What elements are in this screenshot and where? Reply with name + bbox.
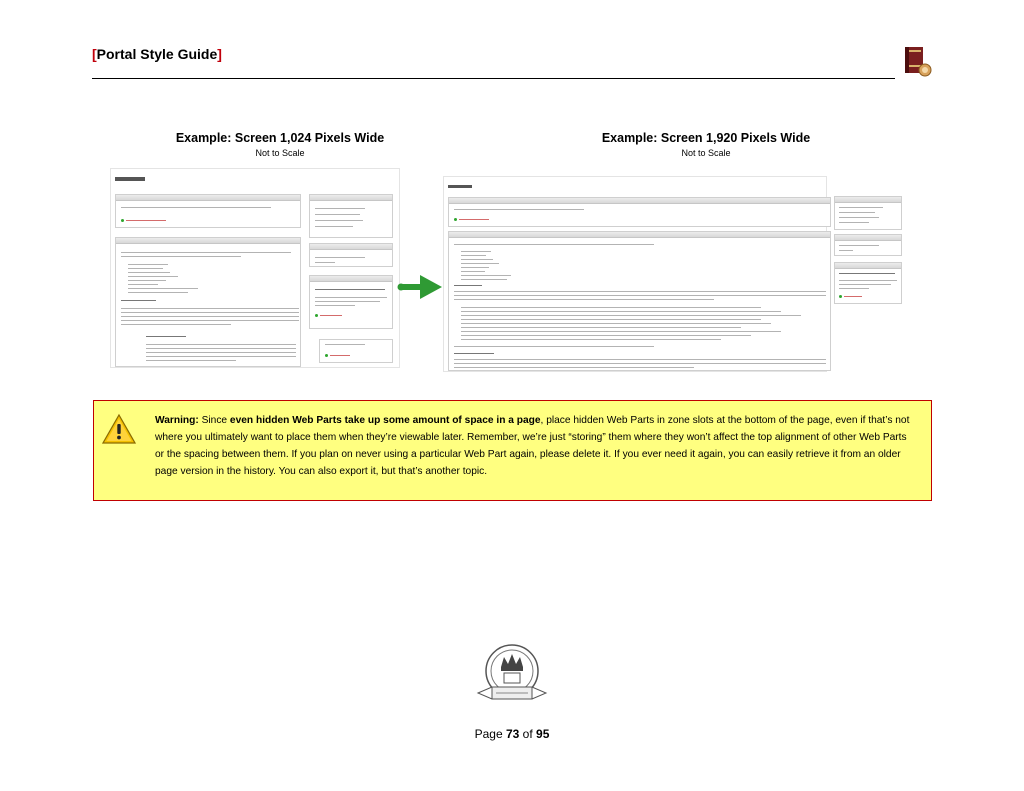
mini-panel [115,237,301,367]
example-title: Example: Screen 1,024 Pixels Wide [175,131,385,145]
warning-triangle-icon [102,413,136,445]
seal-icon [474,641,550,711]
warning-callout [93,400,932,501]
mini-panel [834,196,902,230]
page-header [92,44,934,82]
guide-title: [Portal Style Guide] [92,46,222,62]
warning-label: Warning: [155,415,199,426]
total-pages: 95 [536,727,550,741]
current-page: 73 [505,727,520,741]
mini-panel [309,194,393,238]
screenshot-1024 [110,168,400,368]
page-number: Page 73 of 95 [474,727,550,741]
screenshot-1920 [443,176,827,372]
mini-panel [319,339,393,363]
mini-panel [448,197,831,227]
mini-panel [448,231,831,371]
mini-panel [309,275,393,329]
example-1920-caption [566,131,846,158]
arrow-right-icon [396,274,444,300]
header-rule [92,78,895,79]
example-title: Example: Screen 1,920 Pixels Wide [601,131,811,145]
example-subtitle: Not to Scale [255,148,305,158]
warning-text: Warning: Since even hidden Web Parts take up some amount of space in a page, place hidden Web Parts in zone slots at the bottom of the page, even if that’s not where you ultimately want to place them when they’re viewable later. Remember, we’re just “storing” them where they won’t affect the top alignment of other Web Parts or the spacing between them. If you plan on never using a particular Web Part again, please delete it. If you ever need it again, you can easily retrieve it from an older page version in the history. You can also export it, but that’s another topic. [155,415,910,477]
mini-panel [834,262,902,304]
book-icon [900,44,934,78]
mini-panel [115,194,301,228]
warning-emphasis: even hidden Web Parts take up some amount of space in a page [229,415,541,426]
guide-title-text: Portal Style Guide [96,46,218,62]
mini-panel [309,243,393,267]
mini-panel [834,234,902,256]
example-1024-caption [140,131,420,158]
example-subtitle: Not to Scale [681,148,731,158]
